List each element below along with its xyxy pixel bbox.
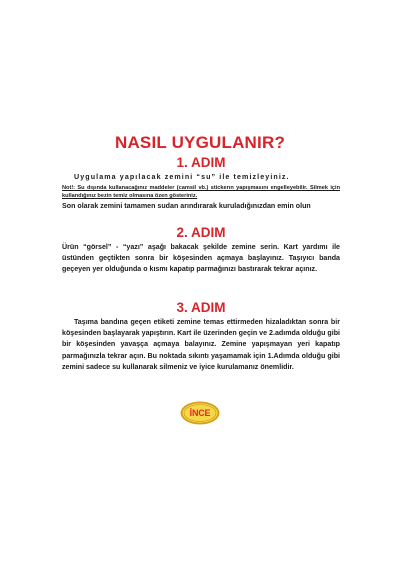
step-2-text: Ürün “görsel” - “yazı” aşağı bakacak şekilde zemine serin. Kart yardımı ile üstünden geçtikten sonra bir köşesinden açmaya başlayınız. Taşıyıcı banda geçeyen yer olduğunda o kısmı kapatıp parmağınızı bastırarak tekrar açınız.	[62, 243, 340, 274]
step-2-heading: 2. ADIM	[176, 225, 226, 240]
step-3-heading: 3. ADIM	[176, 300, 226, 315]
step-1-section	[62, 155, 340, 211]
step-1-heading: 1. ADIM	[176, 155, 226, 170]
step-1-text: Uygulama yapılacak zemini “su” ile temizleyiniz.	[74, 173, 290, 181]
logo-text: İNCE	[189, 408, 211, 418]
ince-logo	[180, 401, 220, 425]
step-1-last-line: Son olarak zemini tamamen sudan arındırarak kuruladığınızdan emin olun	[62, 202, 311, 211]
page-title: NASIL UYGULANIR?	[114, 133, 286, 152]
step-2-section	[62, 225, 340, 276]
step-3-text: Taşıma bandına geçen etiketi zemine temas ettirmeden hizaladıktan sonra bir köşesinden başlayarak yapıştırın. Kart ile üzerinden geçin ve 2.adımda olduğu gibi bir köşesinden yavaşça açmaya balayınız. Zemine yapışmayan yeri kapatıp parmağınızla tekrar açın. Bu noktada sıkıntı yaşamamak için 1.Adımda olduğu gibi zemini sadece su kullanarak silmeniz ve iyice kurulamanız önemlidir.	[62, 318, 340, 371]
step-3-section	[62, 300, 340, 373]
step-1-note: Not!: Su dışında kullanacağınız maddeler (camsil vb.) stickerın yapışmasını engelleyebilir. Silmek için kullandığınız bezin temiz olmasına özen gösteriniz.	[62, 185, 340, 200]
